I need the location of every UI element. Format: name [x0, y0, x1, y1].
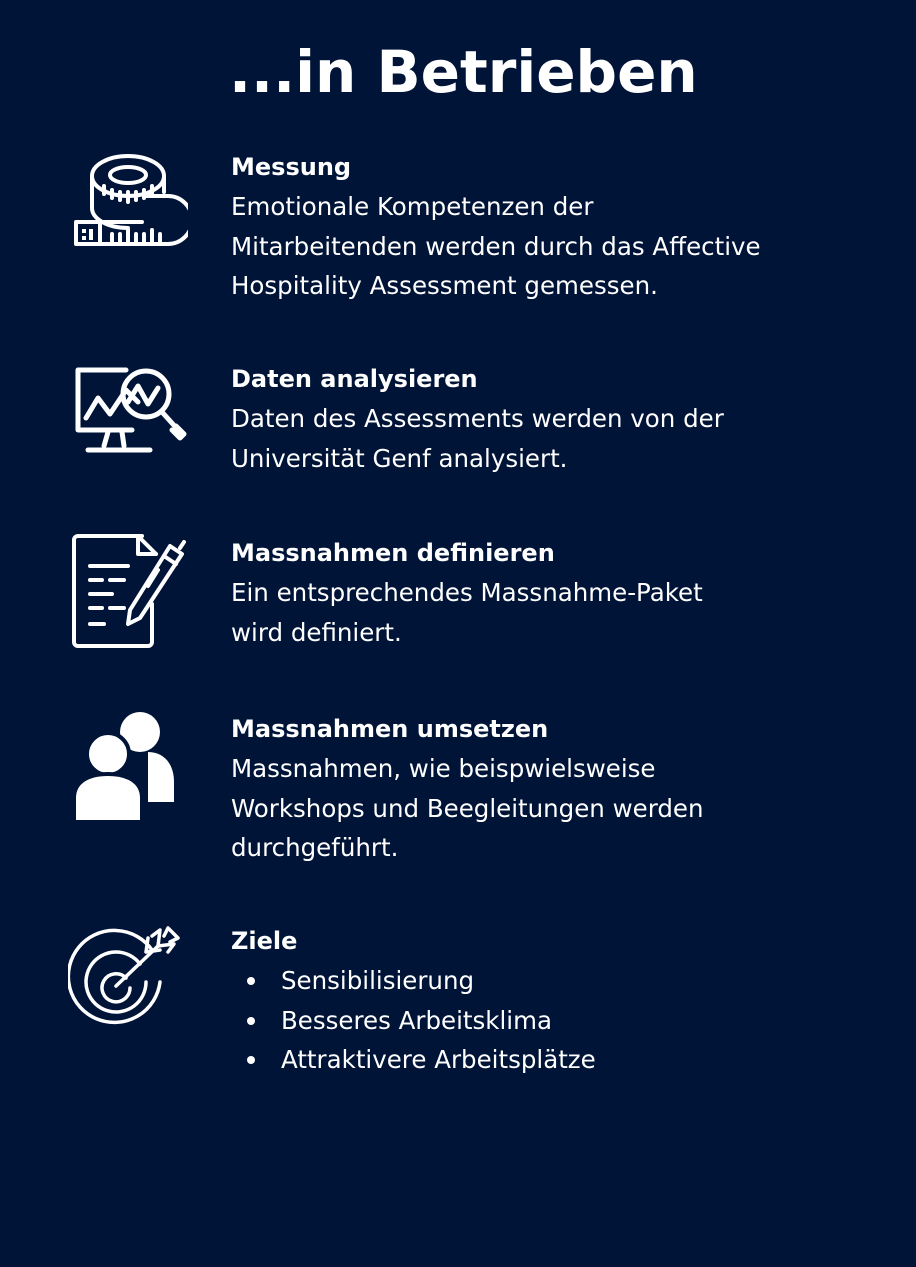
- bullet-icon: [247, 1056, 255, 1064]
- list-item: Besseres Arbeitsklima: [231, 1001, 871, 1041]
- description-line: wird definiert.: [231, 617, 402, 647]
- bullet-icon: [247, 1017, 255, 1025]
- section-heading: Messung: [231, 153, 352, 181]
- page-title: ...in Betrieben: [229, 38, 698, 106]
- people-icon: [68, 712, 188, 832]
- list-item: Attraktivere Arbeitsplätze: [231, 1040, 871, 1080]
- section-description: [231, 399, 871, 478]
- description-line: durchgeführt.: [231, 833, 399, 862]
- section-heading: Massnahmen umsetzen: [231, 715, 549, 743]
- goals-list: [231, 961, 871, 1080]
- target-arrow-icon: [68, 924, 188, 1044]
- description-line: Daten des Assessments werden von der: [231, 404, 724, 433]
- description-line: Mitarbeitenden werden durch das Affective: [231, 231, 761, 261]
- section-description: [231, 749, 871, 868]
- bullet-icon: [247, 977, 255, 985]
- section-heading: Daten analysieren: [231, 365, 478, 393]
- section-heading: Ziele: [231, 927, 298, 955]
- description-line: Hospitality Assessment gemessen.: [231, 271, 658, 300]
- measuring-tape-icon: [68, 150, 188, 270]
- description-line: Ein entsprechendes Massnahme-Paket: [231, 578, 703, 607]
- section-description: [231, 187, 871, 306]
- document-pencil-icon: [68, 534, 188, 654]
- description-line: Workshops und Beegleitungen werden: [231, 793, 704, 823]
- section-description: [231, 573, 871, 652]
- description-line: Universität Genf analysiert.: [231, 443, 568, 473]
- monitor-analytics-magnifier-icon: [68, 362, 188, 482]
- section-heading: Massnahmen definieren: [231, 539, 555, 567]
- description-line: Emotionale Kompetenzen der: [231, 192, 594, 221]
- list-item: Sensibilisierung: [231, 961, 871, 1001]
- description-line: Massnahmen, wie beispwielsweise: [231, 754, 656, 783]
